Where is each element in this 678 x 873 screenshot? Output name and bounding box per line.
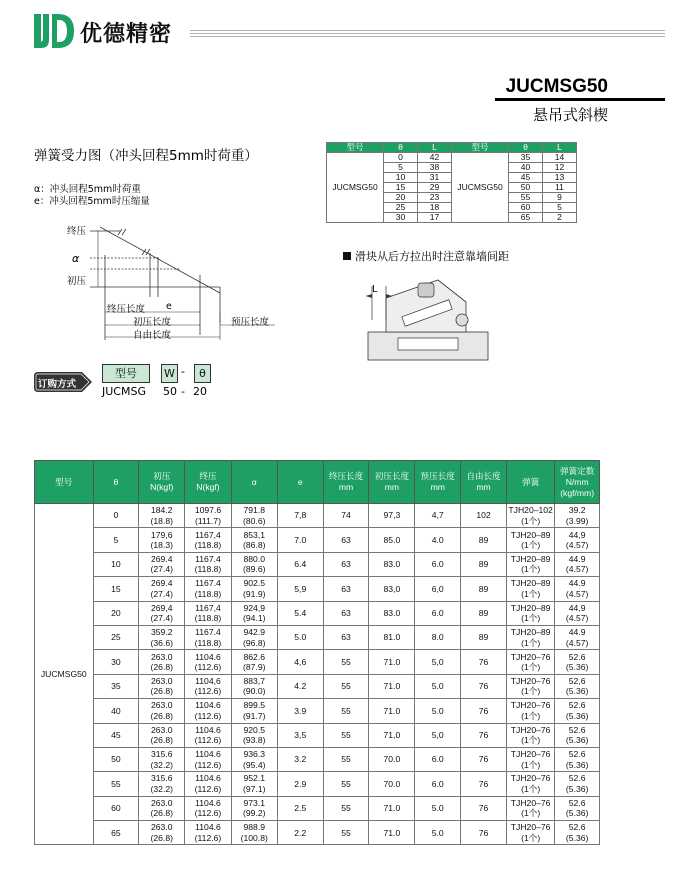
table-cell: 269.4 (27.4) — [139, 552, 185, 576]
order-w-label: W — [161, 364, 178, 383]
table-cell: TJH20–102 (1个) — [506, 504, 554, 528]
table-cell: TJH20–76 (1个) — [506, 796, 554, 820]
l-value: 42 — [418, 153, 452, 163]
table-cell: TJH20–76 (1个) — [506, 747, 554, 771]
order-theta-label: θ — [194, 364, 211, 383]
spec-table-header: 终压长度 mm — [323, 461, 369, 504]
table-row — [35, 772, 600, 796]
spec-table — [34, 460, 600, 845]
slider-note — [343, 248, 509, 264]
table-cell: 359.2 (36.6) — [139, 625, 185, 649]
l-value: 12 — [543, 163, 577, 173]
table-cell: 76 — [461, 747, 507, 771]
table-cell: 315.6 (32.2) — [139, 772, 185, 796]
table-cell: 936.3 (95.4) — [231, 747, 277, 771]
table-cell: 55 — [323, 821, 369, 845]
table-row — [35, 699, 600, 723]
table-cell: 1104.6 (112.6) — [185, 796, 231, 820]
table-cell: 4,6 — [277, 650, 323, 674]
table-cell: 269,4 (27.4) — [139, 601, 185, 625]
theta-value: 10 — [384, 173, 418, 183]
table-cell: 89 — [461, 625, 507, 649]
theta-value: 50 — [509, 183, 543, 193]
slider-pullout-illustration — [358, 268, 498, 368]
table-cell: 1104.6 (112.6) — [185, 699, 231, 723]
table-cell: 791.8 (80.6) — [231, 504, 277, 528]
table-cell: 39.2 (3.99) — [555, 504, 600, 528]
table-cell: 5.4 — [277, 601, 323, 625]
table-cell: 76 — [461, 796, 507, 820]
table-cell: 1104,6 (112.6) — [185, 674, 231, 698]
table-row — [35, 747, 600, 771]
spec-table-header: 初压 N(kgf) — [139, 461, 185, 504]
l-value: 14 — [543, 153, 577, 163]
table-cell: 74 — [323, 504, 369, 528]
l-value: 2 — [543, 213, 577, 223]
table-cell: 3.2 — [277, 747, 323, 771]
table-cell: 184.2 (18.8) — [139, 504, 185, 528]
theta-table-header-theta: θ — [384, 143, 418, 153]
table-cell: 5.0 — [277, 625, 323, 649]
order-theta-value: 20 — [193, 385, 207, 398]
table-cell: 263.0 (26.8) — [139, 796, 185, 820]
table-cell: 5.0 — [415, 674, 461, 698]
table-cell: 55 — [93, 772, 139, 796]
table-cell: 5 — [93, 528, 139, 552]
order-model-label: 型号 — [102, 364, 150, 383]
table-cell: 853,1 (86.8) — [231, 528, 277, 552]
theta-value: 35 — [509, 153, 543, 163]
table-cell: 55 — [323, 674, 369, 698]
table-cell: 55 — [323, 650, 369, 674]
table-cell: 71.0 — [369, 699, 415, 723]
spec-table-header: 弹簧 — [506, 461, 554, 504]
l-value: 5 — [543, 203, 577, 213]
table-cell: 76 — [461, 699, 507, 723]
table-cell: 6,0 — [415, 577, 461, 601]
table-cell: 7.0 — [277, 528, 323, 552]
table-cell: 63 — [323, 577, 369, 601]
table-cell: 70.0 — [369, 747, 415, 771]
table-cell: 902.5 (91.9) — [231, 577, 277, 601]
table-cell: 71.0 — [369, 796, 415, 820]
theta-value: 5 — [384, 163, 418, 173]
table-cell: 55 — [323, 796, 369, 820]
table-cell: 70.0 — [369, 772, 415, 796]
table-cell: TJH20–76 (1个) — [506, 674, 554, 698]
spec-table-header: 预压长度 mm — [415, 461, 461, 504]
table-cell: TJH20–76 (1个) — [506, 772, 554, 796]
table-cell: 44.9 (4.57) — [555, 552, 600, 576]
table-cell: 6.0 — [415, 601, 461, 625]
table-row — [35, 625, 600, 649]
table-cell: 76 — [461, 650, 507, 674]
table-cell: 5.0 — [415, 699, 461, 723]
order-w-value: 50 — [163, 385, 177, 398]
table-row — [35, 528, 600, 552]
table-cell: 35 — [93, 674, 139, 698]
table-cell: 52.6 (5.36) — [555, 796, 600, 820]
table-cell: 6.0 — [415, 772, 461, 796]
table-cell: 4.2 — [277, 674, 323, 698]
theta-value: 0 — [384, 153, 418, 163]
l-value: 11 — [543, 183, 577, 193]
table-cell: 44.9 (4.57) — [555, 577, 600, 601]
table-cell: 52,6 (5.36) — [555, 674, 600, 698]
theta-table-header-l: L — [418, 143, 452, 153]
table-cell: 1167.4 (118.8) — [185, 625, 231, 649]
spec-table-header: 初压长度 mm — [369, 461, 415, 504]
table-cell: 1104.6 (112.6) — [185, 723, 231, 747]
theta-value: 60 — [509, 203, 543, 213]
model-title-rule — [495, 98, 665, 101]
table-cell: 52.6 (5.36) — [555, 723, 600, 747]
label-final-length: 终压长度 — [107, 304, 146, 315]
slider-l-label: L — [372, 284, 378, 295]
table-cell: 5,9 — [277, 577, 323, 601]
table-row — [35, 674, 600, 698]
table-cell: 52.6 (5.36) — [555, 699, 600, 723]
table-cell: 0 — [93, 504, 139, 528]
table-cell: 1167,4 (118.8) — [185, 601, 231, 625]
theta-value: 65 — [509, 213, 543, 223]
table-cell: 89 — [461, 552, 507, 576]
table-cell: 988.9 (100.8) — [231, 821, 277, 845]
table-cell: 263.0 (26.8) — [139, 650, 185, 674]
table-cell: 85.0 — [369, 528, 415, 552]
model-subtitle: 悬吊式斜楔 — [532, 106, 608, 124]
l-value: 23 — [418, 193, 452, 203]
table-cell: 63 — [323, 625, 369, 649]
table-cell: 52.6 (5.36) — [555, 772, 600, 796]
label-initial-press: 初压 — [67, 276, 87, 287]
table-cell: 97,3 — [369, 504, 415, 528]
table-cell: 1104.6 (112.6) — [185, 747, 231, 771]
brand-name: 优德精密 — [80, 22, 173, 47]
table-cell: 7,8 — [277, 504, 323, 528]
table-row — [35, 577, 600, 601]
table-cell: 263.0 (26.8) — [139, 699, 185, 723]
table-cell: 1104.6 (112.6) — [185, 772, 231, 796]
square-bullet-icon — [343, 252, 351, 260]
spring-diagram-heading: 弹簧受力图（冲头回程5mm时荷重） — [34, 148, 258, 164]
table-cell: 20 — [93, 601, 139, 625]
label-preload-length: 预压长度 — [231, 317, 270, 328]
l-value: 13 — [543, 173, 577, 183]
table-row — [35, 821, 600, 845]
table-cell: 71.0 — [369, 674, 415, 698]
table-cell: 15 — [93, 577, 139, 601]
table-cell: 179,6 (18.3) — [139, 528, 185, 552]
table-cell: TJH20–76 (1个) — [506, 821, 554, 845]
table-cell: 44,9 (4.57) — [555, 601, 600, 625]
table-row — [35, 723, 600, 747]
theta-table-row — [327, 153, 577, 163]
table-cell: TJH20–89 (1个) — [506, 552, 554, 576]
l-value: 31 — [418, 173, 452, 183]
table-cell: 76 — [461, 723, 507, 747]
table-cell: 973.1 (99.2) — [231, 796, 277, 820]
table-cell: 862.6 (87.9) — [231, 650, 277, 674]
table-cell: 6.0 — [415, 552, 461, 576]
spec-table-header: 弹簧定数 N/mm (kgf/mm) — [555, 461, 600, 504]
table-cell: 269.4 (27.4) — [139, 577, 185, 601]
l-value: 9 — [543, 193, 577, 203]
table-cell: 63 — [323, 601, 369, 625]
table-cell: 76 — [461, 772, 507, 796]
table-cell: 942.9 (96.8) — [231, 625, 277, 649]
label-e: e — [166, 301, 172, 312]
table-cell: 102 — [461, 504, 507, 528]
table-row — [35, 796, 600, 820]
table-cell: 315.6 (32.2) — [139, 747, 185, 771]
jd-logo-icon — [34, 14, 74, 48]
table-cell: 952.1 (97.1) — [231, 772, 277, 796]
table-cell: 65 — [93, 821, 139, 845]
table-cell: 2.2 — [277, 821, 323, 845]
table-cell: 44.9 (4.57) — [555, 625, 600, 649]
theta-table-header-theta: θ — [509, 143, 543, 153]
table-cell: 4,7 — [415, 504, 461, 528]
table-cell: 83.0 — [369, 552, 415, 576]
model-title: JUCMSG50 — [505, 76, 608, 97]
spec-table-header: 终压 N(kgf) — [185, 461, 231, 504]
label-final-press: 终压 — [67, 226, 87, 237]
order-model-value: JUCMSG — [102, 385, 146, 398]
theta-table-model-cell: JUCMSG50 — [452, 153, 509, 223]
table-cell: 50 — [93, 747, 139, 771]
table-cell: 71,0 — [369, 723, 415, 747]
label-alpha: α — [72, 252, 80, 265]
legend-alpha: α：冲头回程5mm时荷重 — [34, 184, 141, 195]
table-cell: 1167,4 (118.8) — [185, 528, 231, 552]
table-cell: 880.0 (89.6) — [231, 552, 277, 576]
table-cell: 40 — [93, 699, 139, 723]
table-cell: 920.5 (93.8) — [231, 723, 277, 747]
slider-note-text: 滑块从后方拉出时注意靠墙间距 — [355, 250, 509, 263]
order-value-dash: - — [181, 385, 185, 398]
table-cell: 44,9 (4.57) — [555, 528, 600, 552]
table-row — [35, 601, 600, 625]
table-cell: 5,0 — [415, 650, 461, 674]
table-cell: TJH20–89 (1个) — [506, 577, 554, 601]
table-cell: 89 — [461, 528, 507, 552]
table-cell: 81.0 — [369, 625, 415, 649]
table-cell: 263.0 (26.8) — [139, 674, 185, 698]
legend-e: e：冲头回程5mm时压缩量 — [34, 196, 150, 207]
label-free-length: 自由长度 — [133, 330, 172, 341]
table-cell: 924,9 (94.1) — [231, 601, 277, 625]
table-cell: 263.0 (26.8) — [139, 821, 185, 845]
table-cell: 52.6 (5.36) — [555, 821, 600, 845]
theta-value: 45 — [509, 173, 543, 183]
table-cell: 5,0 — [415, 723, 461, 747]
table-cell: 8.0 — [415, 625, 461, 649]
theta-table-model-cell: JUCMSG50 — [327, 153, 384, 223]
theta-value: 40 — [509, 163, 543, 173]
table-cell: 899.5 (91.7) — [231, 699, 277, 723]
theta-l-table — [326, 142, 577, 223]
table-cell: 55 — [323, 747, 369, 771]
table-cell: 76 — [461, 674, 507, 698]
table-cell: 71.0 — [369, 650, 415, 674]
order-dash: - — [181, 365, 185, 378]
header-rule — [190, 30, 665, 37]
table-cell: 263.0 (26.8) — [139, 723, 185, 747]
table-cell: 883,7 (90.0) — [231, 674, 277, 698]
table-cell: 45 — [93, 723, 139, 747]
order-method-badge-text: 订购方式 — [38, 379, 77, 390]
theta-value: 15 — [384, 183, 418, 193]
table-cell: 5.0 — [415, 821, 461, 845]
theta-value: 55 — [509, 193, 543, 203]
table-row — [35, 504, 600, 528]
table-cell: TJH20–89 (1个) — [506, 601, 554, 625]
table-cell: 63 — [323, 528, 369, 552]
table-cell: TJH20–76 (1个) — [506, 699, 554, 723]
table-cell: 10 — [93, 552, 139, 576]
table-cell: 89 — [461, 577, 507, 601]
table-cell: 52.6 (5.36) — [555, 650, 600, 674]
theta-table-header-model: 型号 — [452, 143, 509, 153]
spec-table-header: e — [277, 461, 323, 504]
table-cell: 5.0 — [415, 796, 461, 820]
theta-value: 20 — [384, 193, 418, 203]
theta-table-header-model: 型号 — [327, 143, 384, 153]
spec-table-header: θ — [93, 461, 139, 504]
table-cell: 3.9 — [277, 699, 323, 723]
table-cell: 1104.6 (112.6) — [185, 821, 231, 845]
spec-table-header: 自由长度 mm — [461, 461, 507, 504]
table-cell: 60 — [93, 796, 139, 820]
table-cell: TJH20–76 (1个) — [506, 650, 554, 674]
table-cell: 55 — [323, 699, 369, 723]
table-cell: TJH20–89 (1个) — [506, 528, 554, 552]
table-row — [35, 650, 600, 674]
table-cell: 89 — [461, 601, 507, 625]
spec-table-model-cell: JUCMSG50 — [35, 504, 94, 845]
table-cell: 6.4 — [277, 552, 323, 576]
table-cell: 76 — [461, 821, 507, 845]
table-cell: 6.0 — [415, 747, 461, 771]
table-cell: 83.0 — [369, 601, 415, 625]
table-cell: 4.0 — [415, 528, 461, 552]
spec-table-header: 型号 — [35, 461, 94, 504]
l-value: 29 — [418, 183, 452, 193]
l-value: 18 — [418, 203, 452, 213]
table-cell: 3,5 — [277, 723, 323, 747]
table-cell: 1167.4 (118.8) — [185, 577, 231, 601]
table-cell: TJH20–76 (1个) — [506, 723, 554, 747]
spec-table-header: α — [231, 461, 277, 504]
table-cell: 63 — [323, 552, 369, 576]
l-value: 17 — [418, 213, 452, 223]
table-cell: 71.0 — [369, 821, 415, 845]
table-row — [35, 552, 600, 576]
table-cell: 2.9 — [277, 772, 323, 796]
table-cell: 25 — [93, 625, 139, 649]
table-cell: 55 — [323, 723, 369, 747]
table-cell: 1104.6 (112.6) — [185, 650, 231, 674]
label-initial-length: 初压长度 — [133, 317, 172, 328]
table-cell: 1097.6 (111.7) — [185, 504, 231, 528]
table-cell: 83,0 — [369, 577, 415, 601]
theta-value: 25 — [384, 203, 418, 213]
table-cell: 55 — [323, 772, 369, 796]
theta-table-header-l: L — [543, 143, 577, 153]
table-cell: 2.5 — [277, 796, 323, 820]
table-cell: TJH20–89 (1个) — [506, 625, 554, 649]
theta-value: 30 — [384, 213, 418, 223]
l-value: 38 — [418, 163, 452, 173]
table-cell: 1167.4 (118.8) — [185, 552, 231, 576]
table-cell: 30 — [93, 650, 139, 674]
table-cell: 52.6 (5.36) — [555, 747, 600, 771]
